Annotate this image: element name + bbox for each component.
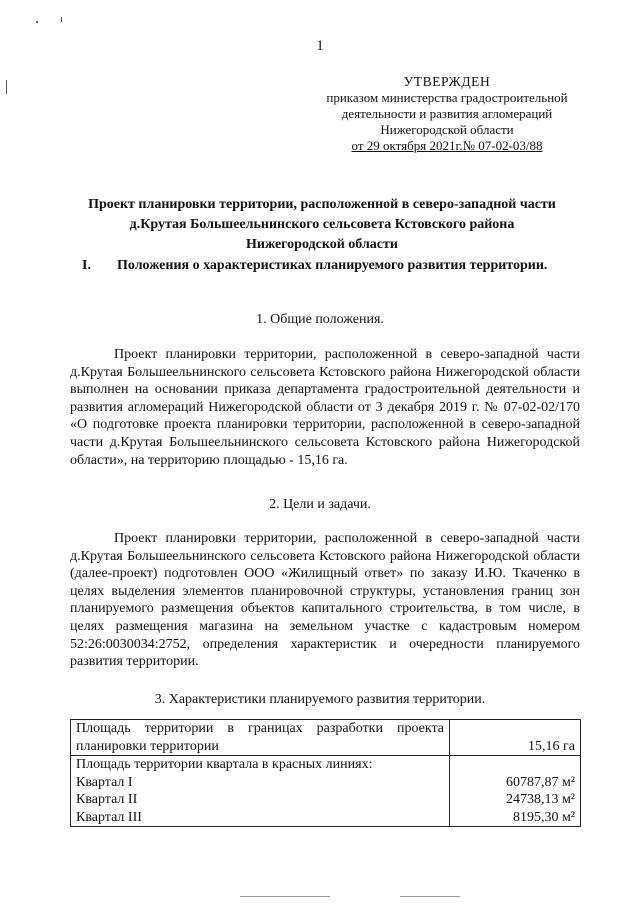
scan-mark <box>6 80 7 94</box>
approval-date: от 29 октября 2021г.№ 07-02-03/88 <box>351 138 543 153</box>
table-row <box>71 809 581 827</box>
subheading-characteristics: 3. Характеристики планируемого развития территории. <box>154 692 486 707</box>
subheading-goals: 2. Цели и задачи. <box>269 497 371 512</box>
title-line: Проект планировки территории, расположенной в северо-западной части <box>88 197 556 212</box>
table-cell: Квартал III <box>71 809 450 827</box>
characteristics-table <box>70 719 581 827</box>
table-cell-value <box>450 756 581 774</box>
table-row <box>71 720 581 756</box>
section-number: I. <box>82 258 91 273</box>
section-text: Положения о характеристиках планируемого развития территории. <box>117 258 548 273</box>
table-cell-value: 24738,13 м² <box>450 791 581 809</box>
table-cell: Квартал I <box>71 774 450 792</box>
paragraph-general <box>70 346 580 469</box>
table-cell-value: 60787,87 м² <box>450 774 581 792</box>
section-heading <box>82 258 602 274</box>
title-line: Нижегородской области <box>246 237 398 252</box>
scan-mark <box>400 896 460 897</box>
paragraph-text: Проект планировки территории, расположенной в северо-западной части д.Крутая Большеельнинского сельсовета Кстовского района Нижегородской области (далее-проект) подготовлен ООО «Жилищный ответ» по заказу И.Ю. Ткаченко в целях выделения элементов планировочной структуры, установления границ зон планируемого размещения объектов капитального строительства, в том числе, в целях размещения магазина на земельном участке с кадастровым номером 52:26:0030034:2752, определения характеристик и очередности планируемого развития территории. <box>70 531 580 670</box>
table-cell: Квартал II <box>71 791 450 809</box>
table-row <box>71 756 581 774</box>
document-title <box>64 195 580 255</box>
approval-line: деятельности и развития агломераций <box>341 106 553 121</box>
table-cell-value: 15,16 га <box>450 720 581 756</box>
approval-heading: УТВЕРЖДЕН <box>403 74 491 89</box>
subheading-general: 1. Общие положения. <box>256 312 384 327</box>
scan-mark <box>240 896 330 897</box>
scan-mark <box>61 17 62 22</box>
approval-line: Нижегородской области <box>380 122 514 137</box>
title-line: д.Крутая Большеельнинского сельсовета Кстовского района <box>129 217 515 232</box>
page-number: 1 <box>316 38 324 54</box>
table-row <box>71 774 581 792</box>
table-cell-value: 8195,30 м² <box>450 809 581 827</box>
approval-block <box>318 74 576 154</box>
paragraph-text: Проект планировки территории, расположенной в северо-западной части д.Крутая Большеельнинского сельсовета Кстовского района Нижегородской области выполнен на основании приказа департамента градостроительной деятельности и развития агломераций Нижегородской области от 3 декабря 2019 г. № 07-02-02/170 «О подготовке проекта планировки территории, расположенной в северо-западной части д.Крутая Большеельнинского сельсовета Кстовского района Нижегородской области», на территорию площадью - 15,16 га. <box>70 347 580 468</box>
approval-line: приказом министерства градостроительной <box>326 90 568 105</box>
scan-mark <box>36 21 38 23</box>
paragraph-goals <box>70 530 580 671</box>
table-cell: Площадь территории в границах разработки проекта планировки территории <box>71 720 450 756</box>
table-row <box>71 791 581 809</box>
table-cell: Площадь территории квартала в красных линиях: <box>71 756 450 774</box>
